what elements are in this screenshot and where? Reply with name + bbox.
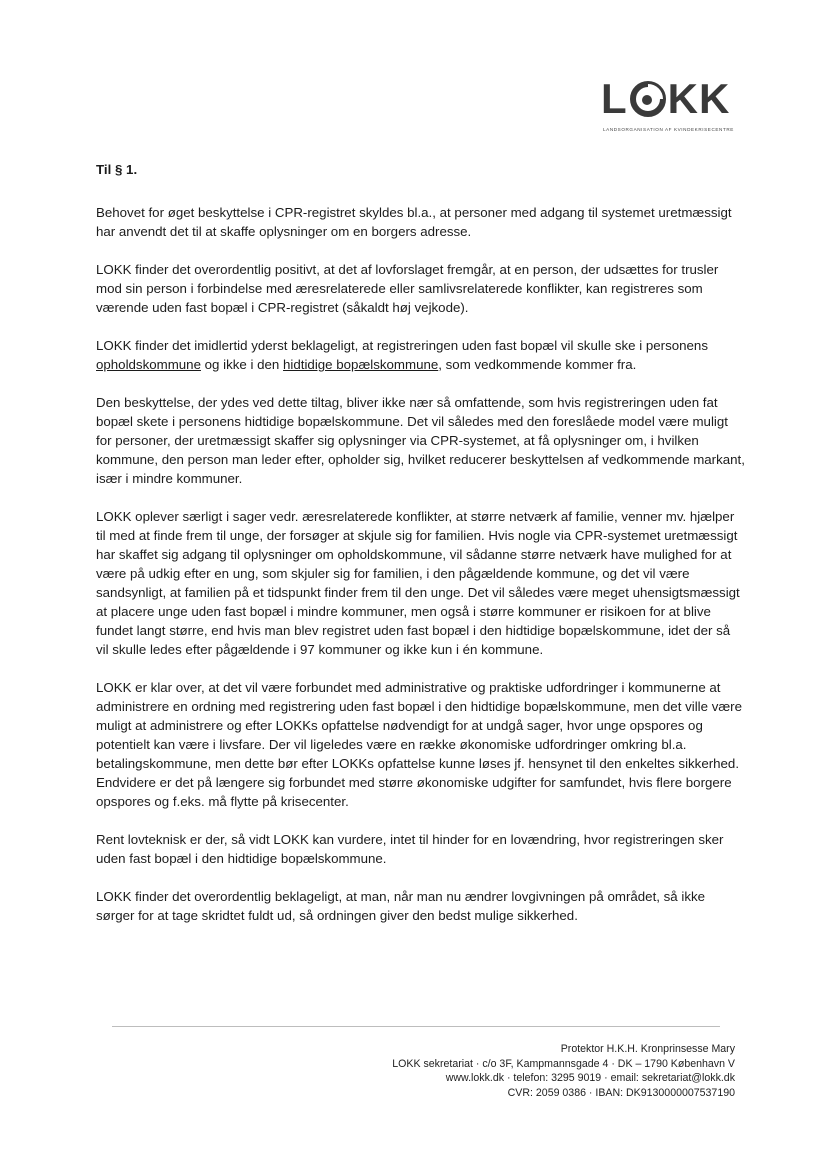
paragraph-3 xyxy=(96,336,746,374)
paragraph-4: Den beskyttelse, der ydes ved dette tiltag, bliver ikke nær så omfattende, som hvis registreringen uden fat bopæl skete i personens hidtidige bopælskommune. Det vil således med den foreslåede model være muligt for personer, der uretmæssigt skaffer sig oplysninger via CPR-systemet, at få oplysninger om, i hvilken kommune, den person man leder efter, opholder sig, hvilket reducerer beskyttelsen af vedkommende markant, især i mindre kommuner. xyxy=(96,395,745,486)
document-body xyxy=(96,160,746,944)
underlined-hidtidige-bopaelskommune: hidtidige bopælskommune xyxy=(283,357,439,372)
paragraph-5: LOKK oplever særligt i sager vedr. æresrelaterede konflikter, at større netværk af familie, venner mv. hjælper til med at finde frem til unge, der forsøger at skjule sig for familien. Hvis nogle via CPR-systemet uretmæssigt har skaffet sig adgang til oplysninger om opholdskommune, vil sådanne større netværk have mulighed for at være på udkig efter en ung, som skjuler sig for familien, i den pågældende kommune, og det vil være sandsynligt, at familien på et tidspunkt finder frem til den unge. Det vil således være meget uhensigtsmæssigt at placere unge uden fast bopæl i mindre kommuner, men også i større kommuner er risikoen for at blive fundet langt større, end hvis man blev registret uden fast bopæl i den hidtidige bopælskommune, idet der så vil skulle ledes efter pågældende i 97 kommuner og ikke kun i én kommune. xyxy=(96,509,740,657)
paragraph-2: LOKK finder det overordentlig positivt, at det af lovforslaget fremgår, at en person, der udsættes for trusler mod sin person i forbindelse med æresrelaterede eller samlivsrelaterede konflikter, kan registreres som værende uden fast bopæl i CPR-registret (såkaldt høj vejkode). xyxy=(96,262,719,315)
section-heading: Til § 1. xyxy=(96,162,138,177)
footer-divider xyxy=(112,1026,720,1027)
paragraph-7: Rent lovteknisk er der, så vidt LOKK kan vurdere, intet til hinder for en lovændring, hvor registreringen sker uden fast bopæl i den hidtidige bopælskommune. xyxy=(96,832,724,866)
logo-tagline: LANDSORGANISATION AF KVINDEKRISECENTRE xyxy=(603,127,734,132)
paragraph-1: Behovet for øget beskyttelse i CPR-registret skyldes bl.a., at personer med adgang til systemet uretmæssigt har anvendt det til at skaffe oplysninger om en borgers adresse. xyxy=(96,205,732,239)
underlined-opholdskommune: opholdskommune xyxy=(96,357,201,372)
lokk-logo xyxy=(575,76,747,136)
paragraph-3-text-b: og ikke i den xyxy=(200,357,284,372)
paragraph-3-text-a: LOKK finder det imidlertid yderst beklageligt, at registreringen uden fast bopæl vil skulle ske i personens xyxy=(96,338,708,353)
logo-letter-l: L xyxy=(601,75,628,122)
lokk-swirl-icon xyxy=(630,81,666,117)
logo-letters-kk: KK xyxy=(667,75,731,122)
footer xyxy=(392,1042,735,1100)
paragraph-6: LOKK er klar over, at det vil være forbundet med administrative og praktiske udfordringer i kommunerne at administrere en ordning med registrering uden fast bopæl i den hidtidige bopælskommune, men det ville være muligt at administrere og efter LOKKs opfattelse nødvendigt for at undgå sager, hvor unge opspores og potentielt kan være i livsfare. Der vil ligeledes være en række økonomiske udfordringer omkring bl.a. betalingskommune, men dette bør efter LOKKs opfattelse kunne løses jf. hensynet til den enkeltes sikkerhed. Endvidere er det på længere sig forbundet med større økonomiske udgifter for samfundet, hvis flere borgere opspores og f.eks. må flytte på krisecenter. xyxy=(96,680,742,809)
paragraph-8: LOKK finder det overordentlig beklageligt, at man, når man nu ændrer lovgivningen på området, så ikke sørger for at tage skridtet fuldt ud, så ordningen giver den bedst mulige sikkerhed. xyxy=(96,889,706,923)
paragraph-3-text-c: , som vedkommende kommer fra. xyxy=(438,357,637,372)
logo-wordmark xyxy=(601,76,730,122)
footer-address: LOKK sekretariat · c/o 3F, Kampmannsgade 4 · DK – 1790 København V xyxy=(392,1057,735,1070)
footer-bank: CVR: 2059 0386 · IBAN: DK9130000007537190 xyxy=(507,1086,735,1099)
footer-contact: www.lokk.dk · telefon: 3295 9019 · email: sekretariat@lokk.dk xyxy=(445,1072,735,1084)
footer-patron: Protektor H.K.H. Kronprinsesse Mary xyxy=(560,1043,735,1055)
